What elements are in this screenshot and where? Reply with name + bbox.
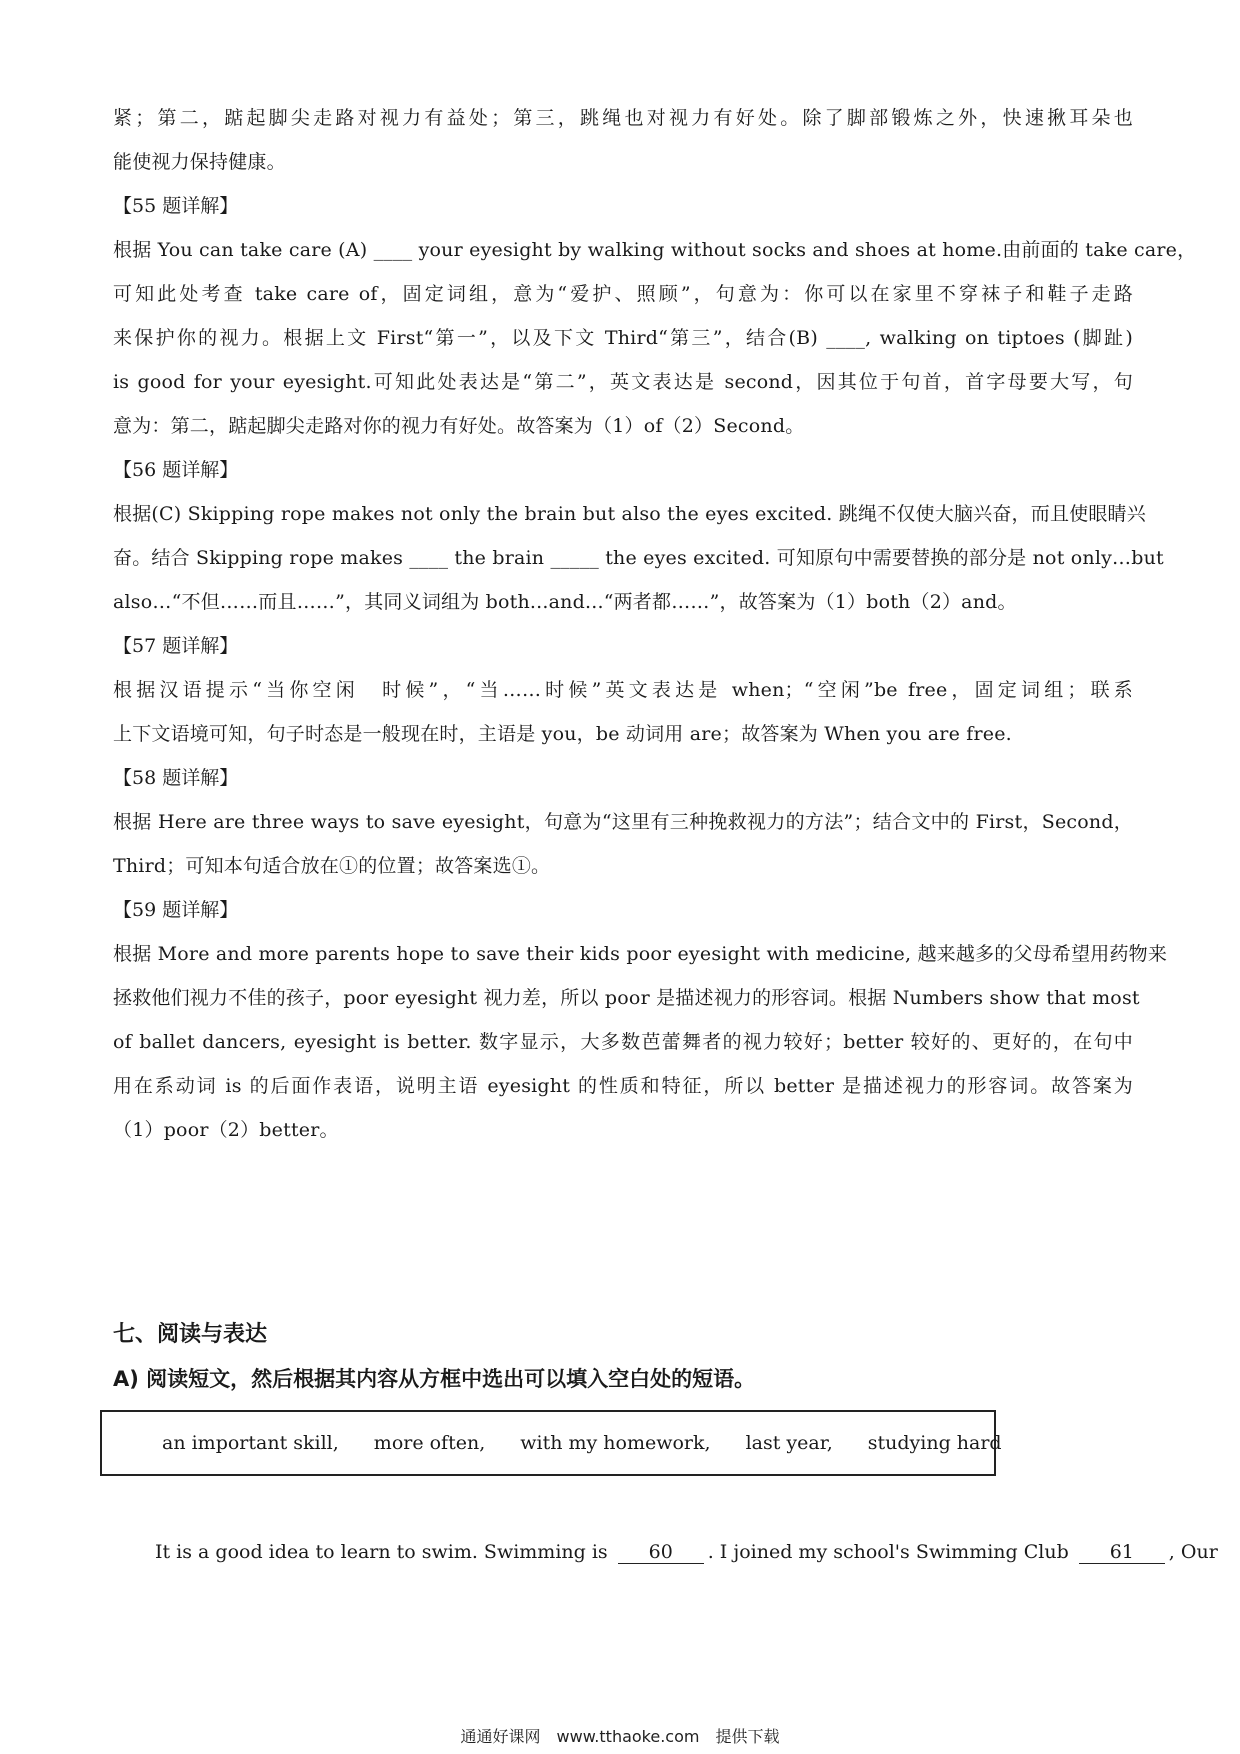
passage-text: It is a good idea to learn to swim. Swimming is (155, 1541, 608, 1563)
text-line: 来保护你的视力。根据上文 First“第一”，以及下文 Third“第三”，结合(B) ____, walking on tiptoes (脚趾) (113, 327, 1133, 349)
reading-passage (155, 1538, 1218, 1566)
text-line: 奋。结合 Skipping rope makes ____ the brain _____ the eyes excited. 可知原句中需要替换的部分是 not only…but (113, 547, 1164, 569)
text-line: 能使视力保持健康。 (113, 151, 286, 173)
text-line: of ballet dancers, eyesight is better. 数字显示，大多数芭蕾舞者的视力较好；better 较好的、更好的，在句中 (113, 1031, 1133, 1053)
passage-text: , Our (1168, 1541, 1218, 1563)
text-line: Third；可知本句适合放在①的位置；故答案选①。 (113, 855, 551, 877)
phrase-option: an important skill, (162, 1432, 339, 1454)
text-line: （1）poor（2）better。 (113, 1119, 339, 1141)
phrase-option: studying hard (867, 1432, 1002, 1454)
page-footer: 通通好课网 www.tthaoke.com 提供下载 (460, 1727, 780, 1746)
question-59-heading: 【59 题详解】 (113, 899, 239, 921)
text-line: also…“不但……而且……”，其同义词组为 both...and...“两者都……”，故答案为（1）both（2）and。 (113, 591, 1017, 613)
passage-text: . I joined my school's Swimming Club (707, 1541, 1069, 1563)
text-line: is good for your eyesight.可知此处表达是“第二”，英文表达是 second，因其位于句首，首字母要大写，句 (113, 371, 1133, 393)
text-line: 意为：第二，踮起脚尖走路对你的视力有好处。故答案为（1）of（2）Second。 (113, 415, 805, 437)
text-line: 上下文语境可知，句子时态是一般现在时，主语是 you，be 动词用 are；故答案为 When you are free. (113, 723, 1012, 745)
question-56-heading: 【56 题详解】 (113, 459, 239, 481)
phrase-option: last year, (745, 1432, 833, 1454)
text-line: 根据 You can take care (A) ____ your eyesight by walking without socks and shoes at home.由前面的 take care， (113, 239, 1197, 261)
blank-61: 61 (1079, 1541, 1165, 1564)
text-line: 紧；第二，踮起脚尖走路对视力有益处；第三，跳绳也对视力有好处。除了脚部锻炼之外，快速揪耳朵也 (113, 107, 1133, 129)
text-line: 根据 More and more parents hope to save their kids poor eyesight with medicine, 越来越多的父母希望用药物来 (113, 943, 1168, 965)
phrase-option: with my homework, (520, 1432, 711, 1454)
text-line: 用在系动词 is 的后面作表语，说明主语 eyesight 的性质和特征，所以 better 是描述视力的形容词。故答案为 (113, 1075, 1133, 1097)
subsection-title: A) 阅读短文，然后根据其内容从方框中选出可以填入空白处的短语。 (113, 1367, 756, 1391)
text-line: 根据(C) Skipping rope makes not only the brain but also the eyes excited. 跳绳不仅使大脑兴奋，而且使眼睛兴 (113, 503, 1146, 525)
phrase-box (100, 1410, 1002, 1476)
text-line: 拯救他们视力不佳的孩子，poor eyesight 视力差，所以 poor 是描述视力的形容词。根据 Numbers show that most (113, 987, 1140, 1009)
text-line: 根据汉语提示“当你空闲 时候”，“当……时候”英文表达是 when；“空闲”be free，固定词组；联系 (113, 679, 1133, 701)
question-57-heading: 【57 题详解】 (113, 635, 239, 657)
section-title: 七、阅读与表达 (113, 1322, 268, 1347)
text-line: 可知此处考查 take care of，固定词组，意为“爱护、照顾”，句意为：你可以在家里不穿袜子和鞋子走路 (113, 283, 1133, 305)
phrase-option: more often, (373, 1432, 486, 1454)
question-58-heading: 【58 题详解】 (113, 767, 239, 789)
text-line: 根据 Here are three ways to save eyesight，句意为“这里有三种挽救视力的方法”；结合文中的 First，Second， (113, 811, 1133, 833)
question-55-heading: 【55 题详解】 (113, 195, 239, 217)
blank-60: 60 (618, 1541, 704, 1564)
